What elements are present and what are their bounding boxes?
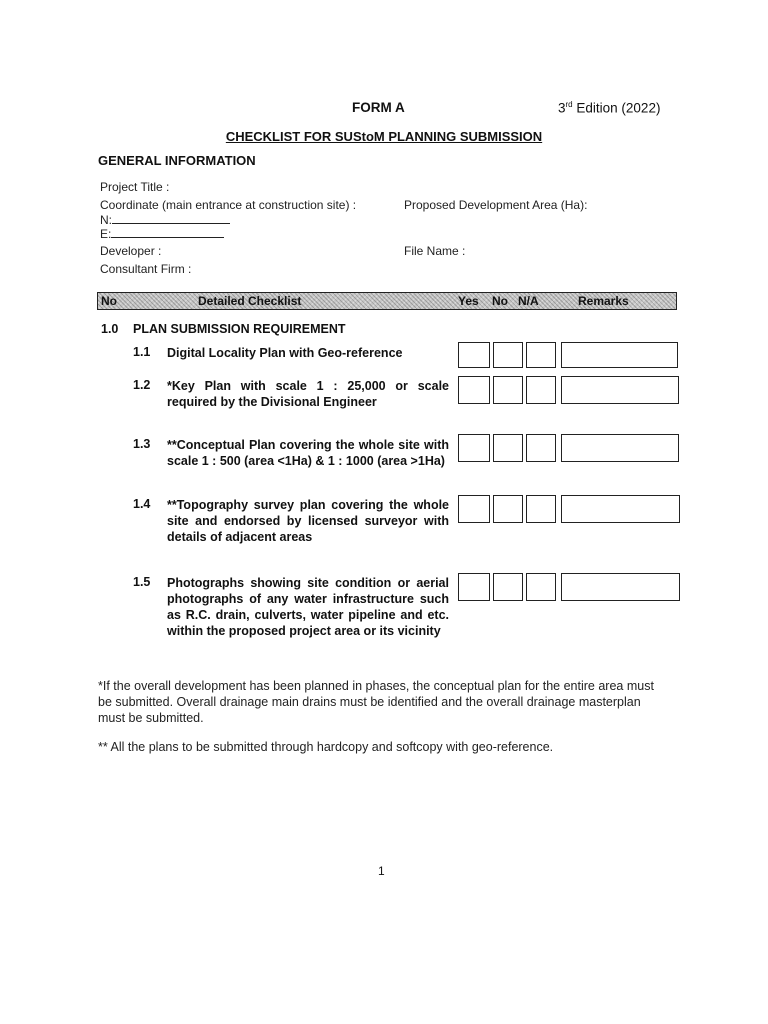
northing-field — [100, 212, 230, 227]
no-checkbox[interactable] — [493, 342, 523, 368]
form-title: FORM A — [352, 100, 405, 115]
yes-checkbox[interactable] — [458, 434, 490, 462]
n-label: N: — [100, 213, 112, 227]
header-yes: Yes — [458, 294, 479, 308]
yes-checkbox[interactable] — [458, 376, 490, 404]
no-checkbox[interactable] — [493, 376, 523, 404]
na-checkbox[interactable] — [526, 434, 556, 462]
remarks-field[interactable] — [561, 376, 679, 404]
footnote-hardcopy: ** All the plans to be submitted through hardcopy and softcopy with geo-reference. — [98, 740, 554, 754]
header-detailed-checklist: Detailed Checklist — [198, 294, 302, 308]
edition-suffix: rd — [565, 100, 573, 109]
item-number: 1.4 — [133, 497, 151, 511]
item-number: 1.2 — [133, 378, 151, 392]
no-checkbox[interactable] — [493, 434, 523, 462]
item-text: **Topography survey plan covering the whole site and endorsed by licensed surveyor with details of adjacent areas — [167, 498, 449, 544]
header-na: N/A — [518, 294, 539, 308]
n-blank-line — [112, 212, 230, 224]
no-checkbox[interactable] — [493, 495, 523, 523]
checklist-table-header — [97, 292, 677, 310]
yes-checkbox[interactable] — [458, 342, 490, 368]
remarks-field[interactable] — [561, 573, 680, 601]
item-text: *Key Plan with scale 1 : 25,000 or scale required by the Divisional Engineer — [167, 379, 449, 409]
na-checkbox[interactable] — [526, 573, 556, 601]
remarks-field[interactable] — [561, 495, 680, 523]
section-number: 1.0 — [101, 322, 119, 336]
general-info-heading: GENERAL INFORMATION — [98, 153, 256, 168]
proposed-area-label: Proposed Development Area (Ha): — [404, 198, 588, 212]
consultant-label: Consultant Firm : — [100, 262, 192, 276]
project-title-label: Project Title : — [100, 180, 170, 194]
edition-ordinal: 3 — [558, 100, 566, 116]
edition-rest: Edition (2022) — [572, 100, 661, 116]
na-checkbox[interactable] — [526, 342, 556, 368]
header-no: No — [101, 294, 117, 308]
item-text: Photographs showing site condition or aerial photographs of any water infrastructure such as R.C. drain, culverts, water pipeline and etc. within the proposed project area or its vicinity — [167, 576, 449, 638]
section-title: PLAN SUBMISSION REQUIREMENT — [133, 322, 346, 336]
page-number: 1 — [378, 864, 385, 878]
yes-checkbox[interactable] — [458, 573, 490, 601]
e-label: E: — [100, 227, 112, 241]
header-no-col: No — [492, 294, 508, 308]
file-name-label: File Name : — [404, 244, 466, 258]
easting-field — [100, 226, 224, 241]
header-remarks: Remarks — [578, 294, 629, 308]
coordinate-label: Coordinate (main entrance at construction site) : — [100, 198, 357, 212]
footnote-phases: *If the overall development has been planned in phases, the conceptual plan for the entire area must be submitted. Overall drainage main drains must be identified and the overall drainage masterplan must be submitted. — [98, 679, 654, 725]
item-number: 1.1 — [133, 345, 151, 359]
checklist-title: CHECKLIST FOR SUStoM PLANNING SUBMISSION — [225, 129, 543, 144]
yes-checkbox[interactable] — [458, 495, 490, 523]
item-number: 1.3 — [133, 437, 151, 451]
e-blank-line — [111, 226, 224, 238]
na-checkbox[interactable] — [526, 376, 556, 404]
remarks-field[interactable] — [561, 434, 679, 462]
item-text: Digital Locality Plan with Geo-reference — [167, 346, 403, 360]
developer-label: Developer : — [100, 244, 162, 258]
remarks-field[interactable] — [561, 342, 678, 368]
item-text: **Conceptual Plan covering the whole site with scale 1 : 500 (area <1Ha) & 1 : 1000 (area >1Ha) — [167, 438, 449, 468]
item-number: 1.5 — [133, 575, 151, 589]
na-checkbox[interactable] — [526, 495, 556, 523]
no-checkbox[interactable] — [493, 573, 523, 601]
edition-label — [558, 100, 660, 116]
